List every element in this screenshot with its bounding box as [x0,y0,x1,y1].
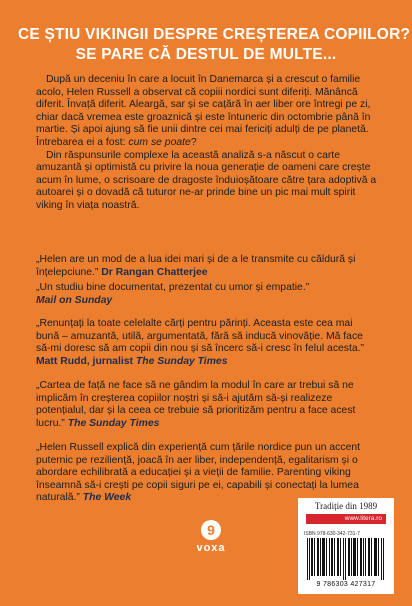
quote-source-publication: The Sunday Times [135,355,228,367]
quote-source [101,267,207,278]
headline-line-2: SE PARE CĂ DESTUL DE MULTE... [75,46,337,63]
quote-text: „Cartea de față ne face să ne gândim la modul în care ar trebui să ne implicăm în creșterea copiilor noștri și să-i ajutăm să-și realizeze potențialul, dar și la ceea ce trebuie să prioritizăm pentru a face acest lucru.” [36,380,356,429]
intro-text [36,74,378,213]
intro-paragraph-1-emphasis: cum se poate [128,136,191,148]
quote-source-publication: The Sunday Times [67,417,160,429]
quote-2 [36,282,378,307]
intro-paragraph-1-text: După un deceniu în care a locuit în Danemarca și a crescut o familie acolo, Helen Russell a observat că copiii nordici sunt diferiți. Mănâncă diferit. Învață diferit. Aleargă, sar și se cațără în aer liber ore întregi pe zi, chiar dacă vremea este groaznică și este întuneric din octombrie până în martie. Și apoi ajung să fie unii dintre cei mai fericiți adulți de pe planetă. Întrebarea ei a fost: [36,74,371,148]
quote-source [83,492,131,503]
barcode-digits: 9 786303 427317 [316,581,376,588]
website-badge: www.litera.ro [306,514,386,524]
quote-text: „Helen Russell explică din experiență cum țările nordice pun un accent puternic pe reziliență, joacă în aer liber, independență, egalitarism și o abordare echilibrată a educației și a vieții de familie. Parenting viking înseamnă să-i crești pe copii siguri pe ei, capabili și conectați la lumea naturală.” [36,442,361,504]
quote-source-name: Matt Rudd, jurnalist [36,355,136,367]
intro-paragraph-2: Din răspunsurile complexe la această analiză s-a născut o carte amuzantă și optimistă cu privire la noua generație de oameni care crește acum în lume, o scrisoare de dragoste înduioșătoare către țara adoptivă a autoarei și o dovadă că tuturor ne-ar prinde bine un pic mai mult spirit viking în viața noastră. [36,149,377,211]
quote-text: „Helen are un mod de a lua idei mari și de a le transmite cu căldură și înțelepciune.” [36,254,356,278]
quote-source [36,295,112,306]
publisher-name: voxa [196,542,226,554]
quote-source-publication: Mail on Sunday [36,294,113,306]
voxa-logo-glyph: 9 [207,522,215,538]
quote-3 [36,318,378,368]
quote-source-name: Dr Rangan Chatterjee [101,266,208,278]
isbn-text: ISBN 978-630-342-731-7 [304,531,360,537]
quote-source [36,356,228,367]
quote-1 [36,254,378,279]
publisher-imprint [196,520,226,554]
headline-line-1: CE ȘTIU VIKINGII DESPRE CREȘTEREA COPIILOR? [18,26,411,43]
barcode-card [298,498,394,594]
intro-paragraph-1 [36,74,378,150]
quote-4 [36,380,378,430]
quote-5 [36,442,378,505]
quote-source [68,418,160,429]
quote-source-publication: The Week [82,492,132,504]
voxa-logo-icon [201,520,221,540]
tradition-label: Tradiție din 1989 [314,501,378,511]
barcode-icon [306,538,386,580]
intro-paragraph-1-end: ? [190,136,197,148]
quote-text: „Renunțați la toate celelalte cărți pentru părinți. Aceasta este cea mai bună – amuzantă, utilă, argumentată, fără să inducă vinovăție. Mă face să-mi doresc să am copii din nou și să încerc să-i cresc în felul acesta.” [36,318,365,355]
quote-text: „Un studiu bine documentat, prezentat cu umor și empatie.” [36,282,310,293]
headline [18,25,411,65]
